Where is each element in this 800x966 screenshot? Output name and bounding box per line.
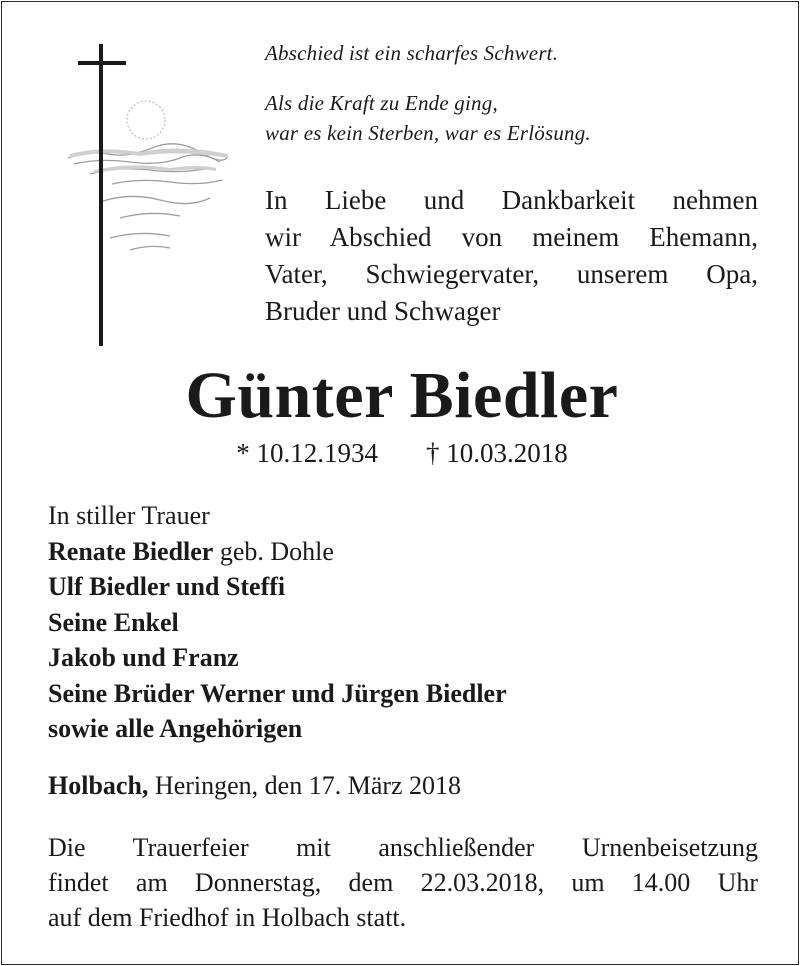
- cross-landscape-emblem: [60, 42, 240, 352]
- memorial-quote: [265, 38, 765, 148]
- mourner-entry: Seine Brüder Werner und Jürgen Biedler: [48, 678, 507, 708]
- life-dates: [2, 434, 800, 472]
- service-line: findet am Donnerstag, dem 22.03.2018, um 14.00 Uhr: [48, 868, 758, 897]
- place-town: Holbach,: [48, 771, 149, 800]
- farewell-text: [265, 182, 758, 330]
- mourner-entry: sowie alle Angehörigen: [48, 714, 303, 743]
- sun-icon: [127, 101, 165, 139]
- farewell-line: wir Abschied von meinem Ehemann,: [265, 222, 758, 252]
- obituary-notice: [1, 1, 799, 965]
- place-and-date: [48, 768, 748, 804]
- mourner-suffix: geb. Dohle: [213, 536, 334, 566]
- quote-line: Abschied ist ein scharfes Schwert.: [265, 41, 559, 65]
- mourner-entry: Seine Enkel: [48, 607, 179, 637]
- service-line: Die Trauerfeier mit anschließender Urnenbeisetzung: [48, 833, 758, 862]
- quote-line: Als die Kraft zu Ende ging,: [265, 91, 498, 115]
- mourner-entry: [48, 534, 748, 570]
- farewell-line: Vater, Schwiegervater, unserem Opa,: [265, 259, 758, 289]
- funeral-service-info: [48, 830, 758, 935]
- place-rest: Heringen, den 17. März 2018: [148, 771, 462, 800]
- mourner-name: Renate Biedler: [48, 536, 214, 566]
- mourners-list: [48, 498, 748, 747]
- farewell-line: In Liebe und Dankbarkeit nehmen: [265, 185, 758, 215]
- service-line: auf dem Friedhof in Holbach statt.: [48, 903, 407, 932]
- mourner-entry: Ulf Biedler und Steffi: [48, 572, 286, 601]
- farewell-line: Bruder und Schwager: [265, 296, 501, 326]
- landscape-icon: [68, 144, 228, 250]
- mourners-heading: In stiller Trauer: [48, 501, 210, 530]
- mourner-entry: Jakob und Franz: [48, 643, 239, 672]
- birth-date: * 10.12.1934: [236, 438, 378, 468]
- deceased-name: Günter Biedler: [185, 359, 619, 432]
- quote-line: war es kein Sterben, war es Erlösung.: [265, 121, 591, 145]
- cross-icon: [78, 44, 126, 346]
- death-date: † 10.03.2018: [426, 438, 568, 468]
